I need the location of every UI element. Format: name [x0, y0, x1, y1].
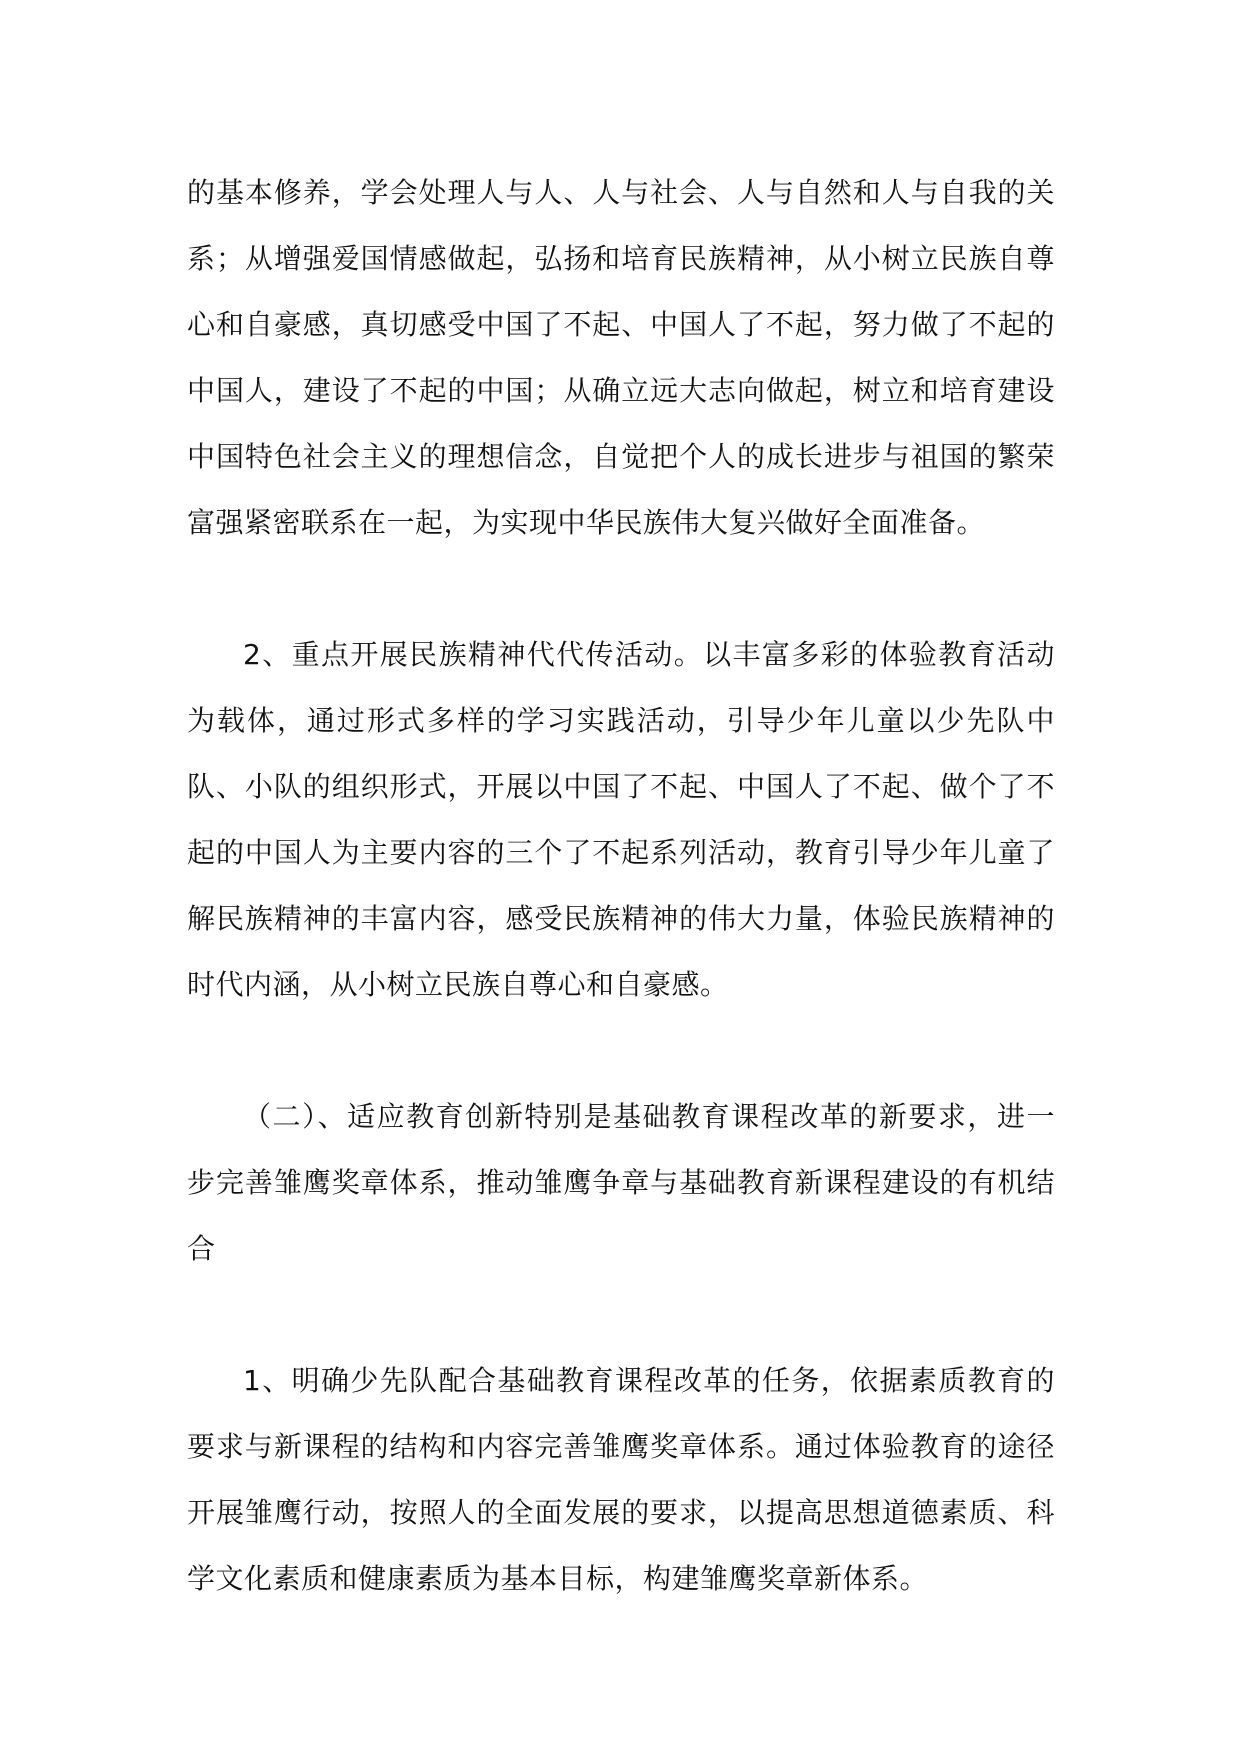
paragraph-item-2: 2、重点开展民族精神代代传活动。以丰富多彩的体验教育活动为载体，通过形式多样的学习实践活动，引导少年儿童以少先队中队、小队的组织形式，开展以中国了不起、中国人了不起、做个了不起的中国人为主要内容的三个了不起系列活动，教育引导少年儿童了解民族精神的丰富内容，感受民族精神的伟大力量，体验民族精神的时代内涵，从小树立民族自尊心和自豪感。 — [187, 638, 1055, 1001]
document-body — [187, 160, 1055, 1612]
paragraph-continuation: 的基本修养，学会处理人与人、人与社会、人与自然和人与自我的关系；从增强爱国情感做起，弘扬和培育民族精神，从小树立民族自尊心和自豪感，真切感受中国了不起、中国人了不起，努力做了不起的中国人，建设了不起的中国；从确立远大志向做起，树立和培育建设中国特色社会主义的理想信念，自觉把个人的成长进步与祖国的繁荣富强紧密联系在一起，为实现中华民族伟大复兴做好全面准备。 — [187, 176, 1055, 539]
section-heading-2: （二）、适应教育创新特别是基础教育课程改革的新要求，进一步完善雏鹰奖章体系，推动雏鹰争章与基础教育新课程建设的有机结合 — [187, 1100, 1055, 1265]
paragraph-item-1: 1、明确少先队配合基础教育课程改革的任务，依据素质教育的要求与新课程的结构和内容完善雏鹰奖章体系。通过体验教育的途径开展雏鹰行动，按照人的全面发展的要求，以提高思想道德素质、科学文化素质和健康素质为基本目标，构建雏鹰奖章新体系。 — [187, 1364, 1055, 1595]
